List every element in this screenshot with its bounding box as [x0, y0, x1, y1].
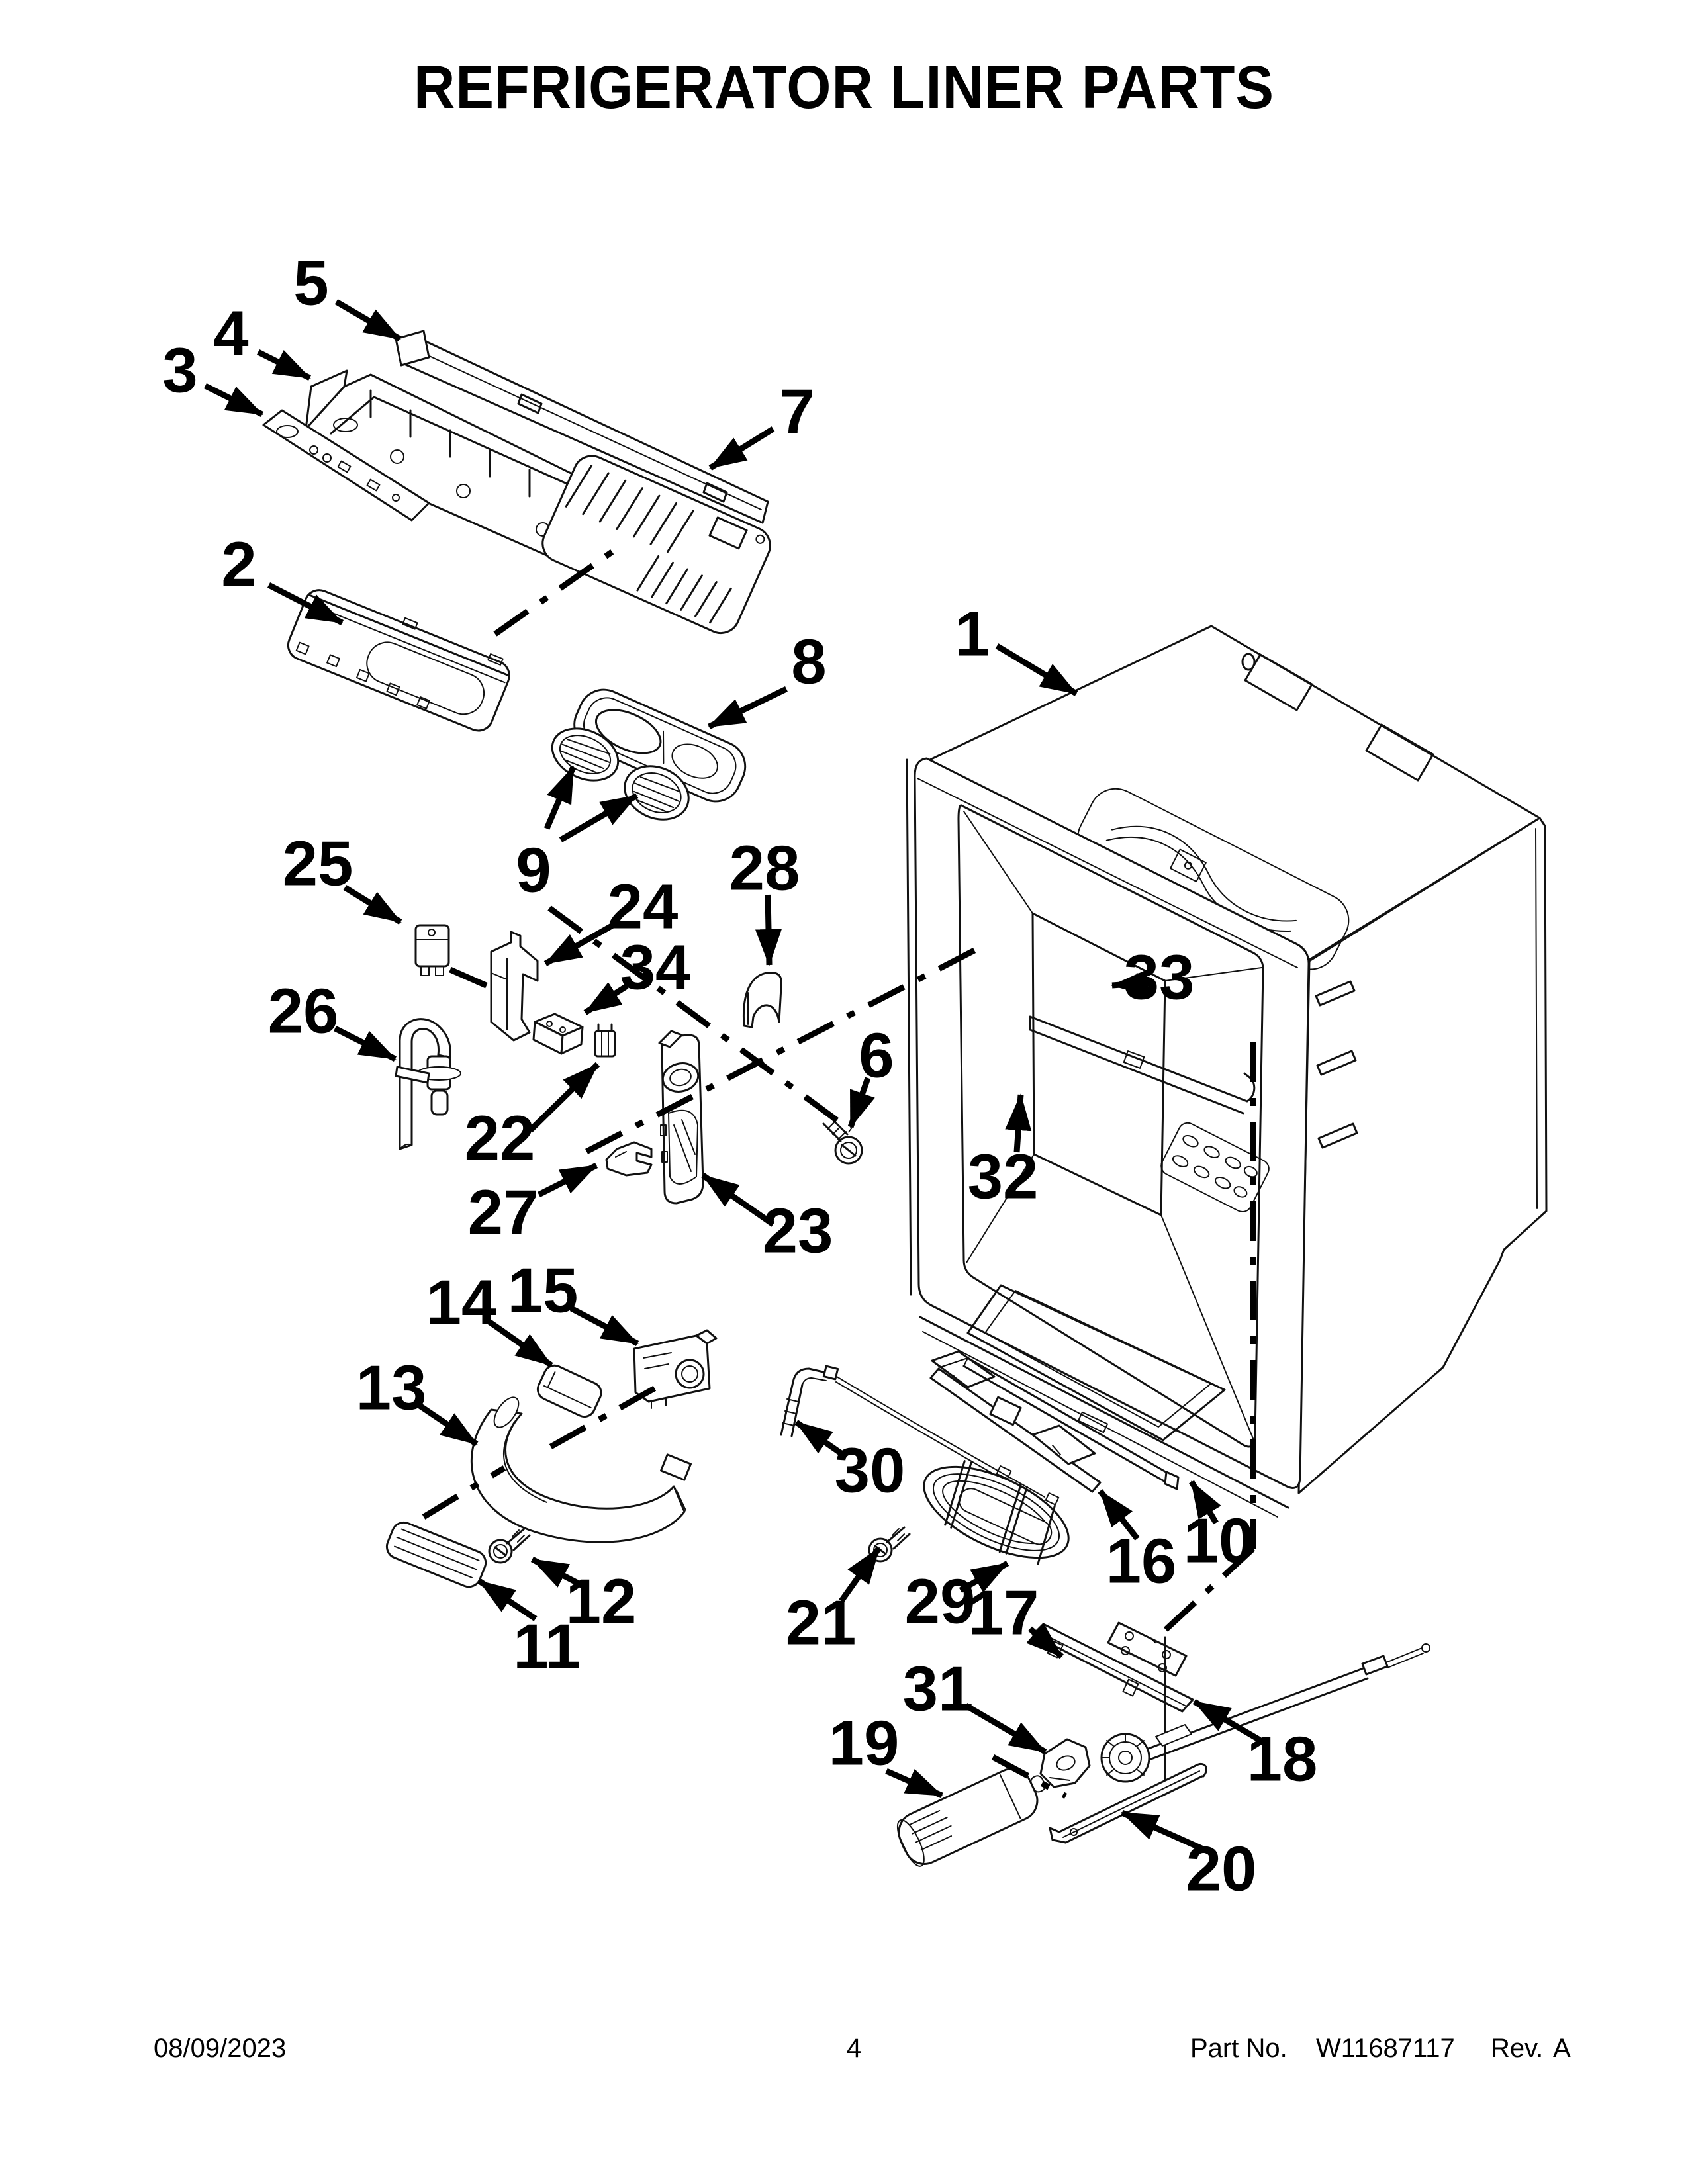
callout-number-2: 2: [221, 529, 257, 600]
part-25-switch: [416, 925, 449, 976]
callout-number-17: 17: [968, 1577, 1039, 1649]
callout-arrow-3: [205, 386, 262, 414]
callout-arrow-7: [710, 429, 773, 468]
callout-arrow-22: [530, 1064, 598, 1130]
part-28-shield: [743, 973, 781, 1027]
part-2-top-cover: [284, 581, 516, 735]
callout-arrow-28: [768, 895, 769, 965]
callout-number-4: 4: [213, 298, 249, 369]
callout-number-20: 20: [1186, 1833, 1257, 1905]
callout-number-27: 27: [467, 1177, 539, 1248]
callout-arrow-31: [966, 1706, 1045, 1752]
callout-number-30: 30: [834, 1435, 906, 1506]
footer-part-no-label: Part No.: [1190, 2034, 1288, 2063]
callout-number-25: 25: [282, 828, 353, 899]
part-19-water-filter: [892, 1757, 1055, 1870]
callout-number-29: 29: [904, 1566, 976, 1637]
callout-arrow-27: [539, 1165, 596, 1195]
callout-arrow-8: [709, 689, 786, 727]
part-11-grille: [383, 1519, 489, 1590]
callout-number-9: 9: [516, 835, 551, 906]
callout-number-10: 10: [1183, 1505, 1254, 1576]
part-31-filter-bracket: [1041, 1739, 1090, 1787]
callout-number-6: 6: [859, 1020, 894, 1091]
callout-number-22: 22: [464, 1103, 536, 1174]
callout-arrow-4: [258, 352, 310, 378]
part-12-screw: [489, 1529, 530, 1563]
footer-page-number: 4: [846, 2034, 862, 2063]
callout-number-33: 33: [1123, 942, 1195, 1013]
callout-number-8: 8: [791, 626, 827, 698]
callout-arrow-5: [336, 302, 400, 339]
callout-number-18: 18: [1246, 1723, 1318, 1795]
callout-arrow-14: [487, 1320, 551, 1365]
part-34-spacer-block: [534, 1014, 583, 1054]
part-22-clip: [595, 1024, 615, 1056]
part-26-fill-tube: [396, 1019, 461, 1149]
callout-number-28: 28: [729, 833, 800, 904]
callout-number-5: 5: [293, 248, 329, 319]
callout-number-1: 1: [955, 598, 990, 670]
footer-part-no: W11687117: [1316, 2034, 1455, 2063]
page-title: REFRIGERATOR LINER PARTS: [414, 54, 1274, 121]
footer-date: 08/09/2023: [154, 2034, 287, 2063]
callout-arrow-1: [997, 646, 1076, 694]
callout-number-23: 23: [762, 1195, 833, 1267]
callout-arrow-25: [345, 887, 400, 922]
callout-number-34: 34: [620, 932, 691, 1003]
callout-number-31: 31: [902, 1653, 974, 1725]
callout-number-3: 3: [162, 335, 198, 406]
part-24-bracket: [491, 932, 538, 1040]
footer-rev: A: [1553, 2034, 1571, 2063]
callout-number-11: 11: [513, 1611, 581, 1682]
part-15-damper-control: [634, 1330, 716, 1408]
callout-number-32: 32: [967, 1141, 1039, 1212]
part-6-screw: [823, 1117, 862, 1163]
callout-number-24: 24: [607, 871, 679, 942]
callout-arrow-26: [335, 1028, 395, 1059]
callout-number-7: 7: [779, 376, 815, 447]
part-14-end-cap: [534, 1362, 604, 1420]
part-7-vented-cover: [537, 450, 776, 639]
callout-number-16: 16: [1105, 1525, 1177, 1597]
callout-arrow-15: [571, 1308, 637, 1343]
callout-number-19: 19: [828, 1707, 900, 1779]
callout-number-26: 26: [267, 976, 339, 1047]
callout-number-13: 13: [355, 1352, 427, 1424]
callout-arrow-9: [561, 796, 637, 840]
footer-rev-label: Rev.: [1491, 2034, 1544, 2063]
part-1-liner-cabinet: [907, 626, 1546, 1517]
callout-number-14: 14: [426, 1267, 497, 1338]
callout-number-15: 15: [507, 1255, 579, 1326]
callout-arrow-9: [547, 767, 573, 829]
part-23-dispenser-housing: [659, 1031, 703, 1203]
part-27-clip: [606, 1142, 651, 1175]
callout-number-21: 21: [785, 1587, 857, 1659]
callout-number-12: 12: [565, 1566, 637, 1637]
